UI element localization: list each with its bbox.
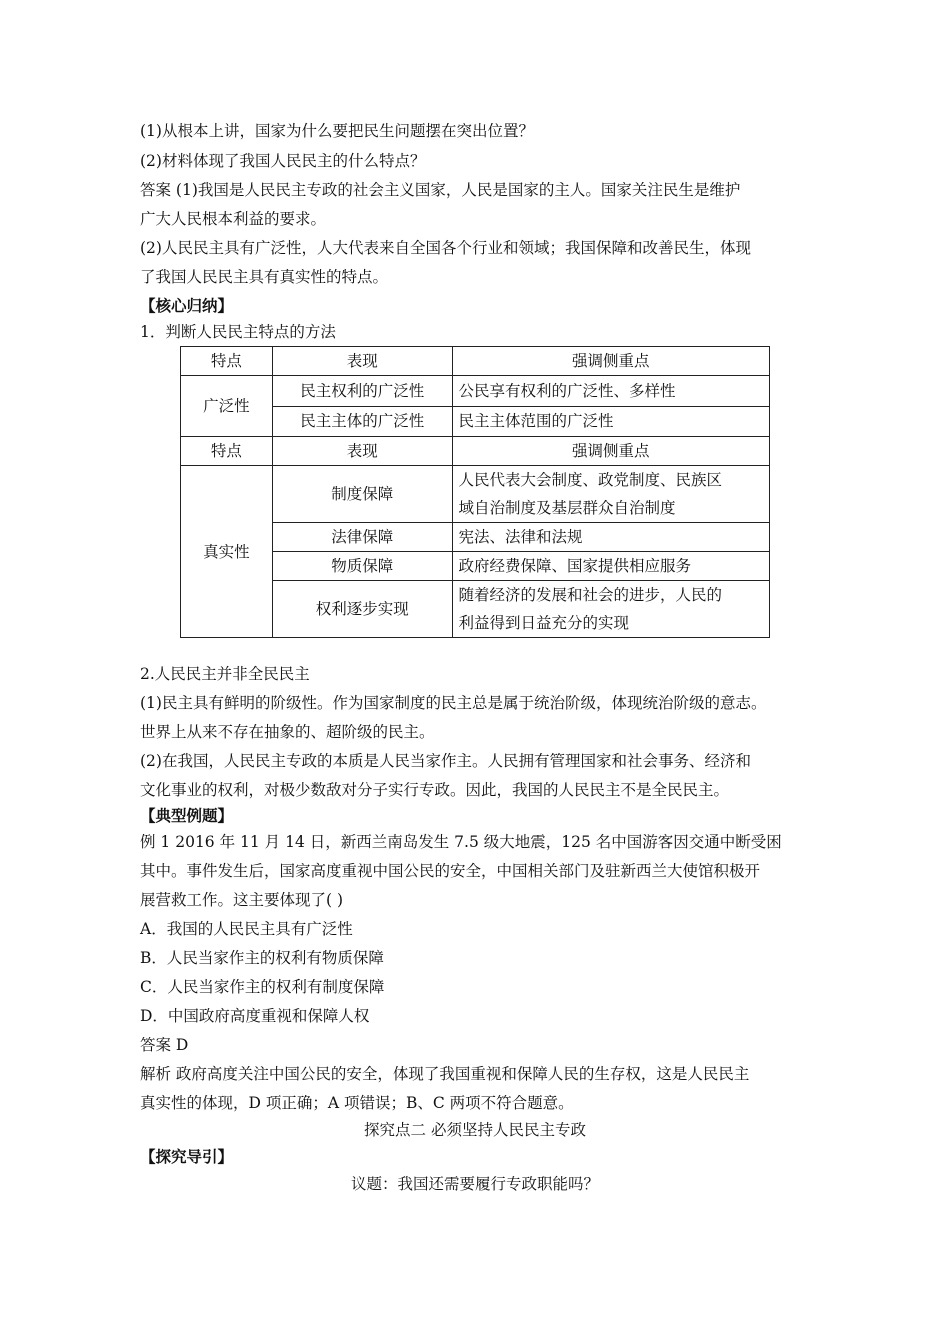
table-cell: 公民享有权利的广泛性、多样性 [452, 376, 769, 407]
table-header-cell: 表现 [272, 437, 452, 466]
paragraph-line: (2)在我国，人民民主专政的本质是人民当家作主。人民拥有管理国家和社会事务、经济和 [140, 752, 751, 770]
example-line: 其中。事件发生后，国家高度重视中国公民的安全，中国相关部门及驻新西兰大使馆积极开 [140, 862, 761, 880]
table-cell: 制度保障 [272, 466, 452, 523]
table-header-cell: 强调侧重点 [452, 347, 769, 376]
table-cell: 权利逐步实现 [272, 581, 452, 638]
table-header-cell: 表现 [272, 347, 452, 376]
guide-heading: 【探究导引】 [140, 1147, 234, 1166]
paragraph-line: (1)民主具有鲜明的阶级性。作为国家制度的民主总是属于统治阶级，体现统治阶级的意志。 [140, 694, 767, 712]
option-b: B．人民当家作主的权利有物质保障 [140, 949, 384, 967]
table-cell: 政府经费保障、国家提供相应服务 [452, 552, 769, 581]
paragraph-line: 世界上从来不存在抽象的、超阶级的民主。 [140, 723, 435, 741]
table-cell: 宪法、法律和法规 [452, 523, 769, 552]
option-d: D．中国政府高度重视和保障人权 [140, 1007, 370, 1025]
table-cell: 民主权利的广泛性 [272, 376, 452, 407]
cell-line: 域自治制度及基层群众自治制度 [458, 499, 676, 517]
table-cell: 民主主体范围的广泛性 [452, 406, 769, 437]
table-row [181, 376, 770, 407]
example-answer: 答案 D [140, 1036, 189, 1054]
cell-line: 随着经济的发展和社会的进步，人民的 [458, 586, 723, 604]
option-a: A．我国的人民民主具有广泛性 [140, 920, 353, 938]
example-heading: 【典型例题】 [140, 806, 234, 825]
table-cell: 物质保障 [272, 552, 452, 581]
answer-line: (2)人民民主具有广泛性，人大代表来自全国各个行业和领域；我国保障和改善民生，体现 [140, 239, 751, 257]
question-2: (2)材料体现了我国人民民主的什么特点？ [140, 152, 426, 170]
point-2-title: 2.人民民主并非全民民主 [140, 665, 310, 683]
table-header-cell: 特点 [181, 437, 273, 466]
section-title: 探究点二 必须坚持人民民主专政 [364, 1121, 586, 1139]
table-cell [452, 466, 769, 523]
example-line: 例 1 2016 年 11 月 14 日，新西兰南岛发生 7.5 级大地震，125 名中国游客因交通中断受困 [140, 833, 782, 851]
cell-line: 人民代表大会制度、政党制度、民族区 [458, 471, 723, 489]
answer-line: 广大人民根本利益的要求。 [140, 210, 327, 228]
topic-line: 议题：我国还需要履行专政职能吗？ [350, 1175, 599, 1193]
feature-label-zhenshi: 真实性 [181, 466, 273, 638]
analysis-line: 解析 政府高度关注中国公民的安全，体现了我国重视和保障人民的生存权，这是人民民主 [140, 1065, 750, 1083]
analysis-line: 真实性的体现，D 项正确；A 项错误；B、C 两项不符合题意。 [140, 1094, 574, 1112]
point-1-title: 1．判断人民民主特点的方法 [140, 323, 336, 341]
table-header-cell: 特点 [181, 347, 273, 376]
paragraph-line: 文化事业的权利，对极少数敌对分子实行专政。因此，我国的人民民主不是全民民主。 [140, 781, 730, 799]
table-cell: 民主主体的广泛性 [272, 406, 452, 437]
table-header-row [181, 347, 770, 376]
example-line: 展营救工作。这主要体现了( ) [140, 891, 344, 909]
table-cell [452, 581, 769, 638]
question-1: (1)从根本上讲，国家为什么要把民生问题摆在突出位置？ [140, 122, 534, 140]
cell-line: 利益得到日益充分的实现 [458, 614, 630, 632]
answer-line: 答案 (1)我国是人民民主专政的社会主义国家，人民是国家的主人。国家关注民生是维护 [140, 181, 741, 199]
option-c: C．人民当家作主的权利有制度保障 [140, 978, 385, 996]
features-table [180, 346, 770, 638]
table-header-cell: 强调侧重点 [452, 437, 769, 466]
feature-label-guangfan: 广泛性 [181, 376, 273, 437]
answer-line: 了我国人民民主具有真实性的特点。 [140, 268, 389, 286]
table-header-row [181, 437, 770, 466]
table-cell: 法律保障 [272, 523, 452, 552]
table-row [181, 466, 770, 523]
core-summary-heading: 【核心归纳】 [140, 296, 234, 315]
